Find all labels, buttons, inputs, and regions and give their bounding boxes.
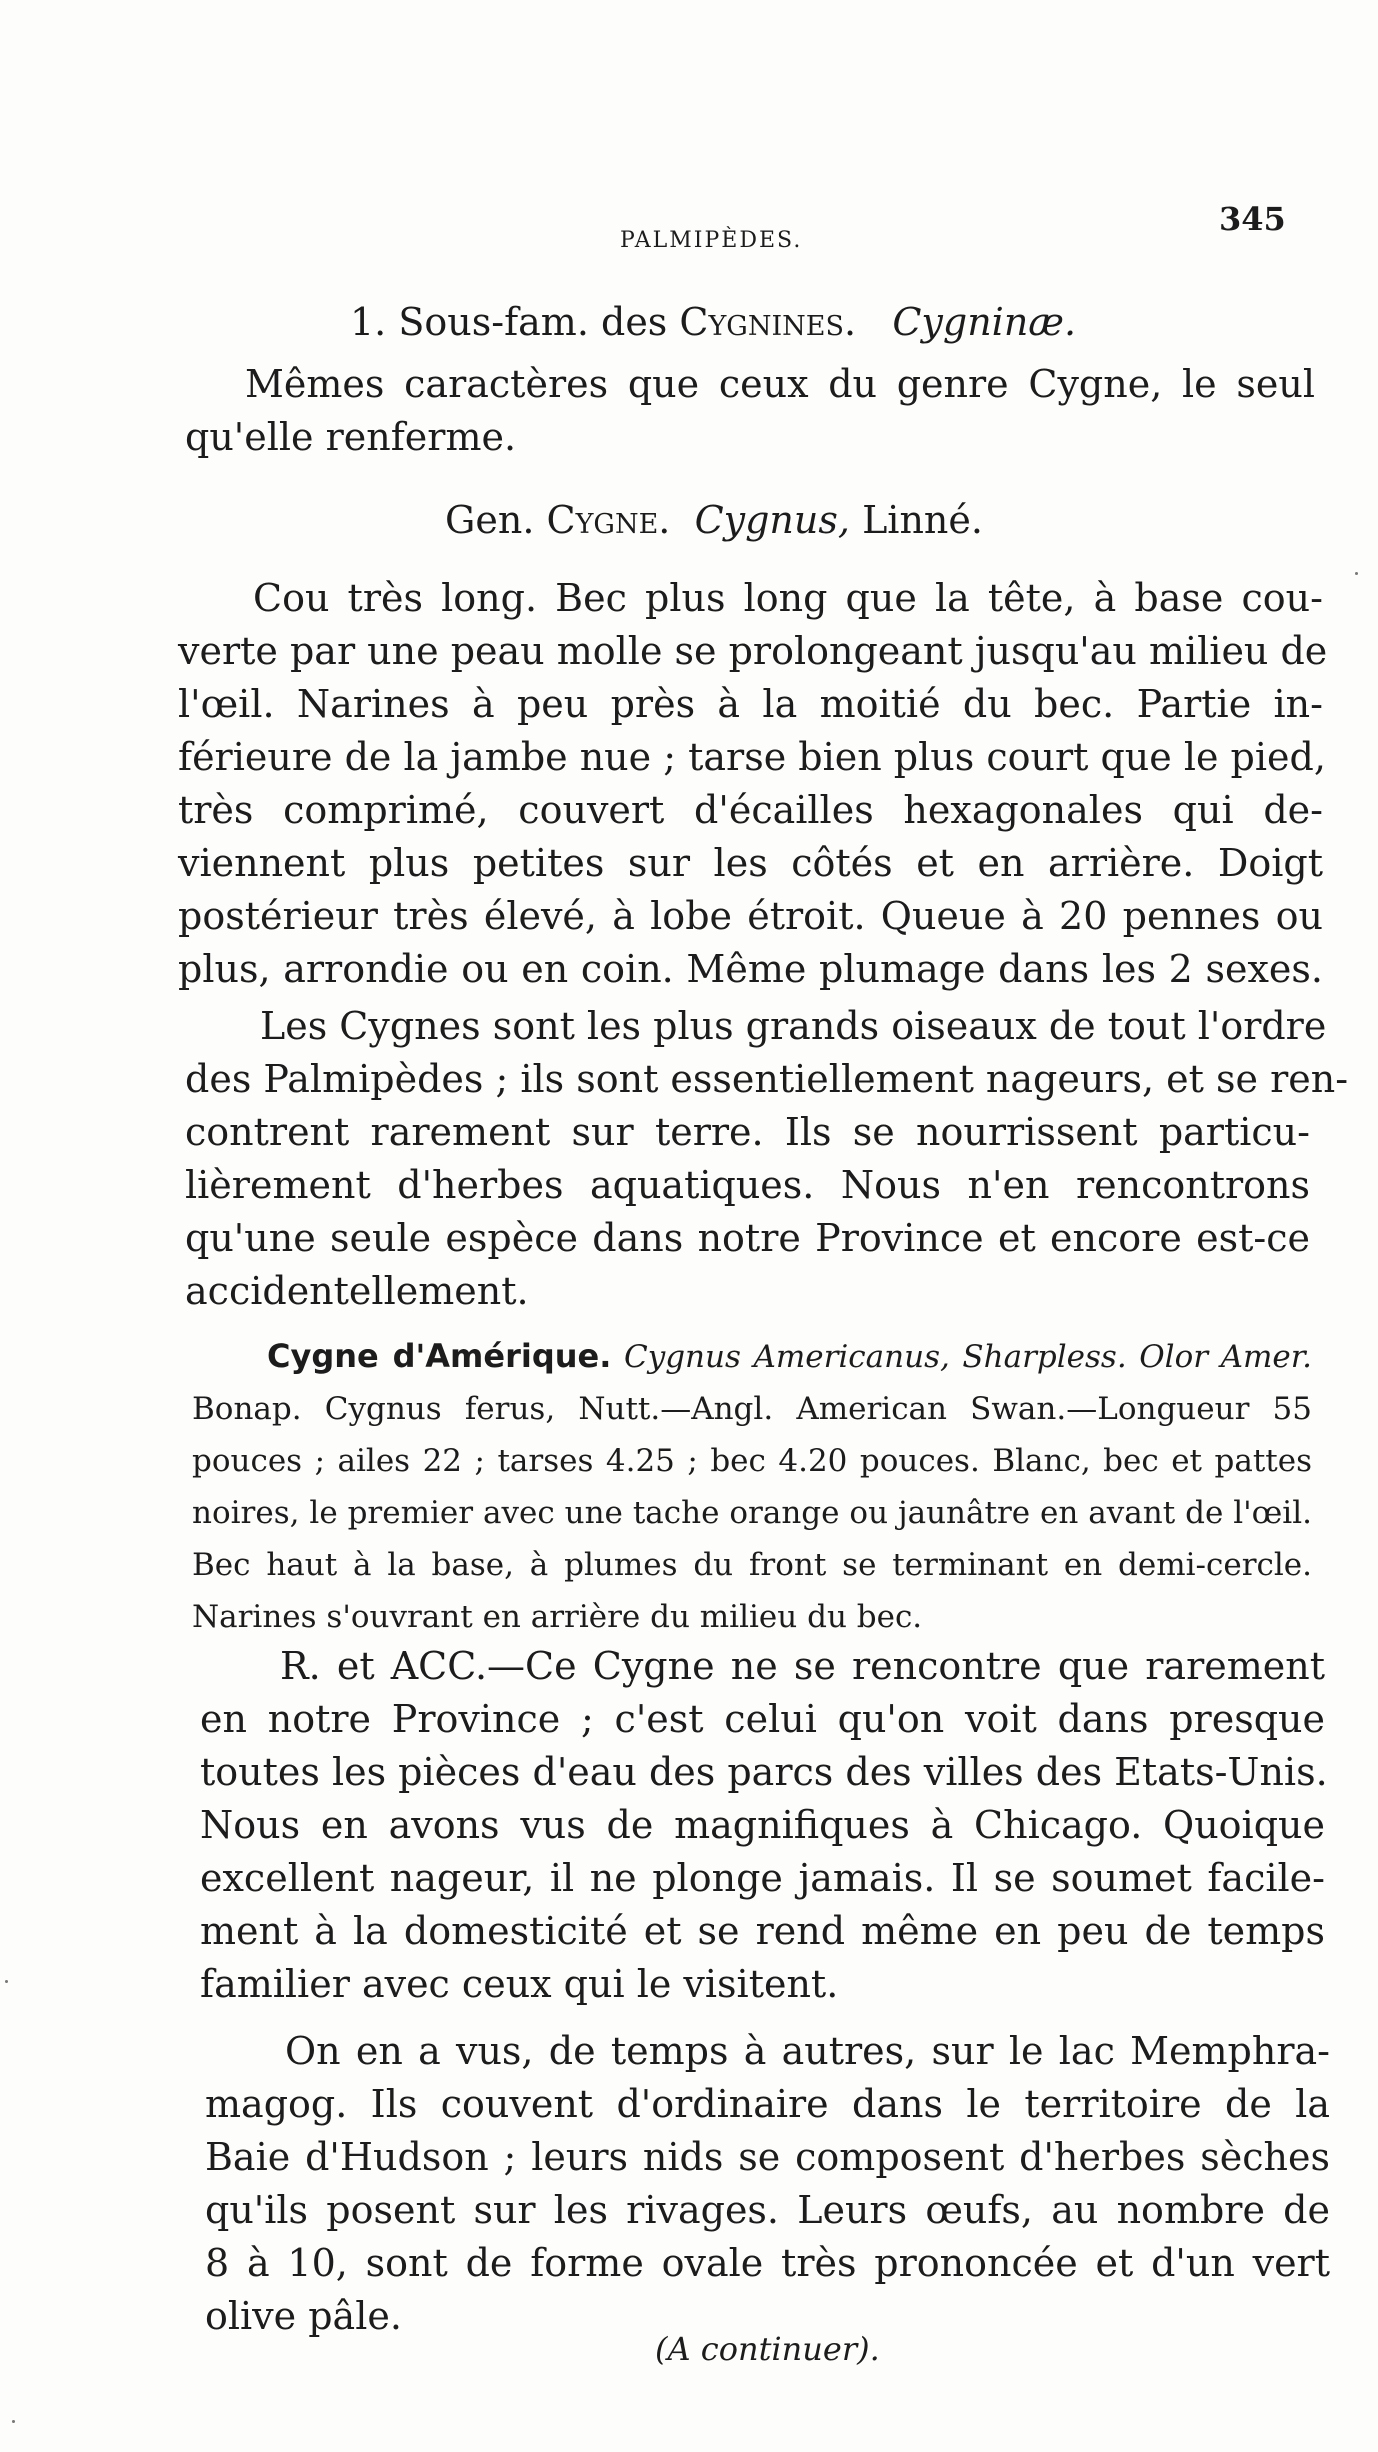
paper-speck (1355, 572, 1358, 575)
text-line: ment à la domesticité et se rend même en peu de temps (200, 1909, 1325, 1953)
genus-heading (445, 498, 983, 542)
text-line: lièrement d'herbes aquatiques. Nous n'en rencontrons (185, 1163, 1310, 1207)
text-line: plus, arrondie ou en coin. Même plumage dans les 2 sexes. (178, 947, 1323, 991)
subfamily-title: Sous-fam. des (398, 300, 668, 344)
text-line: l'œil. Narines à peu près à la moitié du bec. Partie in- (178, 682, 1323, 726)
nesting-paragraph (205, 2025, 1330, 2343)
text-line: excellent nageur, il ne plonge jamais. Il se soumet facile- (200, 1856, 1325, 1900)
text-line: en notre Province ; c'est celui qu'on voit dans presque (200, 1697, 1325, 1741)
text-line: qu'ils posent sur les rivages. Leurs œufs, au nombre de (205, 2188, 1330, 2232)
text-line: toutes les pièces d'eau des parcs des villes des Etats-Unis. (200, 1750, 1328, 1794)
page-number: 345 (1219, 200, 1286, 238)
text-line: des Palmipèdes ; ils sont essentiellement nageurs, et se ren- (185, 1057, 1349, 1101)
text-line: accidentellement. (185, 1269, 529, 1313)
text-line: Narines s'ouvrant en arrière du milieu du bec. (192, 1599, 923, 1635)
text-line: Cou très long. Bec plus long que la tête, à base cou- (253, 576, 1323, 620)
genus-latin: Cygnus, (694, 498, 850, 542)
subfamily-latin: Cygninæ. (892, 300, 1077, 344)
text-line: 8 à 10, sont de forme ovale très prononcée et d'un vert (205, 2241, 1330, 2285)
subfamily-heading (350, 300, 1076, 344)
running-header: PALMIPÈDES. (620, 228, 803, 253)
paper-speck (12, 2420, 15, 2423)
text-line: Les Cygnes sont les plus grands oiseaux de tout l'ordre (260, 1004, 1327, 1048)
text-line: On en a vus, de temps à autres, sur le lac Memphra- (285, 2029, 1330, 2073)
text-line: R. et ACC.—Ce Cygne ne se rencontre que rarement (280, 1644, 1325, 1688)
text-line: olive pâle. (205, 2294, 402, 2338)
text-line: verte par une peau molle se prolongeant jusqu'au milieu de (178, 629, 1328, 673)
text-line: postérieur très élevé, à lobe étroit. Queue à 20 pennes ou (178, 894, 1323, 938)
species-description (192, 1330, 1312, 1643)
text-line: pouces ; ailes 22 ; tarses 4.25 ; bec 4.20 pouces. Blanc, bec et pattes (192, 1443, 1312, 1479)
species-synonyms: Cygnus Americanus, Sharpless. Olor Amer. (623, 1339, 1313, 1375)
text-line: très comprimé, couvert d'écailles hexagonales qui de- (178, 788, 1323, 832)
text-line: contrent rarement sur terre. Ils se nourrissent particu- (185, 1110, 1310, 1154)
text-line: magog. Ils couvent d'ordinaire dans le territoire de la (205, 2082, 1330, 2126)
text-line: qu'elle renferme. (185, 415, 517, 459)
text-line: Bonap. Cygnus ferus, Nutt.—Angl. American Swan.—Longueur 55 (192, 1391, 1312, 1427)
text-line: férieure de la jambe nue ; tarse bien plus court que le pied, (178, 735, 1326, 779)
subfamily-description (185, 358, 1315, 464)
genus-name: Cygne. (546, 498, 671, 542)
range-paragraph (200, 1640, 1328, 2011)
genus-prefix: Gen. (445, 498, 535, 542)
genus-description (178, 572, 1328, 996)
text-line: Baie d'Hudson ; leurs nids se composent d'herbes sèches (205, 2135, 1330, 2179)
text-line: Mêmes caractères que ceux du genre Cygne, le seul (245, 362, 1315, 406)
text-line: familier avec ceux qui le visitent. (200, 1962, 839, 2006)
subfamily-number: 1. (350, 300, 387, 344)
text-line: qu'une seule espèce dans notre Province et encore est-ce (185, 1216, 1310, 1260)
text-line: viennent plus petites sur les côtés et en arrière. Doigt (178, 841, 1323, 885)
genus-author: Linné. (862, 498, 983, 542)
paper-speck (5, 1980, 8, 1983)
subfamily-name: Cygnines. (679, 300, 857, 344)
species-name: Cygne d'Amérique. (267, 1337, 612, 1375)
cygnes-paragraph (185, 1000, 1349, 1318)
continued-note: (A continuer). (655, 2330, 880, 2368)
text-line: noires, le premier avec une tache orange ou jaunâtre en avant de l'œil. (192, 1495, 1312, 1531)
text-line: Nous en avons vus de magnifiques à Chicago. Quoique (200, 1803, 1325, 1847)
text-line (192, 1330, 1312, 1383)
text-line: Bec haut à la base, à plumes du front se terminant en demi-cercle. (192, 1547, 1312, 1583)
